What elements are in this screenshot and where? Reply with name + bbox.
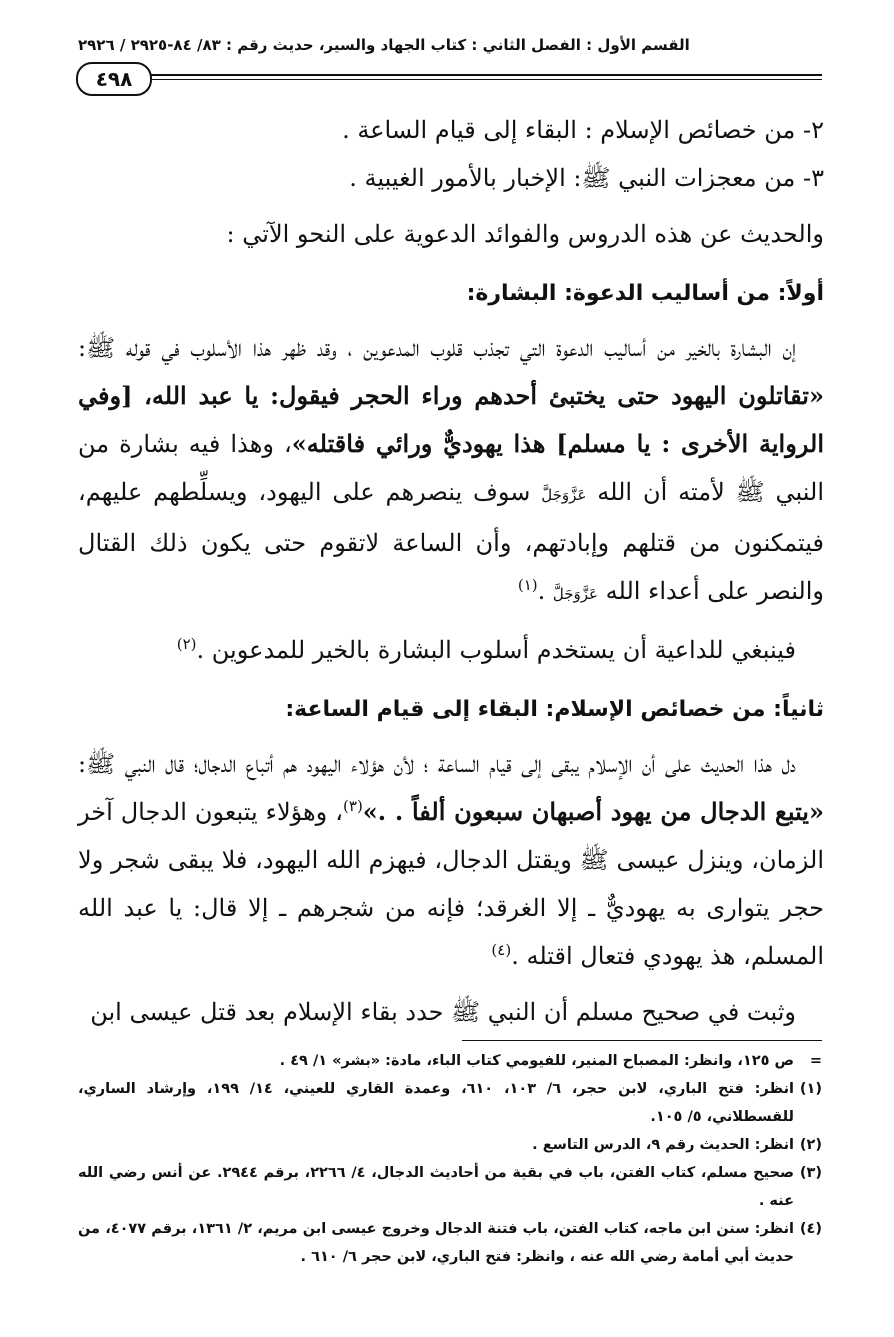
- footnote-text: انظر: سنن ابن ماجه، كتاب الفتن، باب فتنة الدجال وخروج عيسى ابن مريم، ٢/ ١٣٦١، برقم ٤٠٧٧، من حديث أبي أمامة رضي الله عنه ، وانظر: فتح الباري، لابن حجر ٦/ ٦١٠ .: [78, 1221, 794, 1265]
- footnote-text: انظر: فتح الباري، لابن حجر، ٦/ ١٠٣، ٦١٠، وعمدة القاري للعيني، ١٤/ ١٩٩، وإرشاد الساري، للقسطلاني، ٥/ ١٠٥.: [78, 1081, 794, 1125]
- paragraph-text: فينبغي للداعية أن يستخدم أسلوب البشارة بالخير للمدعوين .: [196, 636, 796, 664]
- footnote-item: [78, 1159, 822, 1215]
- header-rule: [150, 74, 822, 80]
- paragraph-islam-remains: [78, 740, 824, 980]
- footnote-item: [78, 1215, 822, 1271]
- paragraph-advice: [78, 626, 824, 674]
- footnote-ref-3: (٣): [343, 797, 363, 815]
- paragraph-text: إن البشارة بالخير من أساليب الدعوة التي تجذب قلوب المدعوين ، وقد ظهر هذا الأسلوب في قوله ﷺ:: [78, 334, 796, 362]
- footnote-mark: (٣): [799, 1165, 822, 1181]
- footnote-mark: =: [809, 1053, 822, 1069]
- footnote-item: [78, 1075, 822, 1131]
- paragraph-text: سوف ينصرهم على اليهود، ويسلِّطهم عليهم، فيتمكنون من قتلهم وإبادتهم، وأن الساعة لاتقوم حتى يكون ذلك القتال والنصر على أعداء الله: [78, 478, 824, 605]
- paragraph-text: ، وهذا فيه بشارة من النبي ﷺ لأمته أن الله: [78, 430, 824, 506]
- main-text: [78, 106, 824, 1036]
- footnote-text: ص ١٢٥، وانظر: المصباح المنير، للفيومي كتاب الباء، مادة: «بشر» ١/ ٤٩ .: [279, 1053, 794, 1069]
- list-item: ٣- من معجزات النبي ﷺ: الإخبار بالأمور الغيبية .: [349, 164, 824, 192]
- section-heading-2: ثانياً: من خصائص الإسلام: البقاء إلى قيام الساعة:: [285, 697, 824, 722]
- paragraph-text: .: [537, 577, 553, 605]
- honorific: عَزَّوَجَلَّ: [552, 585, 599, 603]
- hadith-quote: «تقاتلون اليهود حتى يختبئ أحدهم وراء الحجر فيقول: يا عبد الله، [وفي الرواية الأخرى : يا مسلم] هذا يهوديٌّ ورائي فاقتله»: [78, 381, 825, 458]
- intro-paragraph: والحديث عن هذه الدروس والفوائد الدعوية على النحو الآتي :: [226, 220, 824, 248]
- running-header: القسم الأول : الفصل الثاني : كتاب الجهاد والسير، حديث رقم : ٨٣/ ٨٤-٢٩٢٥ / ٢٩٢٦: [78, 36, 690, 54]
- paragraph-text: دل هذا الحديث على أن الإسلام يبقى إلى قيام الساعة ؛ لأن هؤلاء اليهود هم أتباع الدجال؛ قال النبي ﷺ:: [78, 750, 796, 778]
- footnotes: [78, 1040, 822, 1271]
- footnote-ref-4: (٤): [491, 941, 512, 959]
- footnote-ref-1: (١): [517, 576, 538, 594]
- footnote-text: انظر: الحديث رقم ٩، الدرس التاسع .: [532, 1137, 794, 1153]
- footnote-ref-2: (٢): [176, 635, 197, 653]
- paragraph-text: ، وهؤلاء يتبعون الدجال آخر الزمان، وينزل عيسى ﷺ ويقتل الدجال، فيهزم الله اليهود، فلا يبقى شجر ولا حجر يتوارى به يهوديٌّ ـ إلا الغرقد؛ فإنه من شجرهم ـ إلا قال: يا عبد الله المسلم، هذ يهودي فتعال اقتله .: [78, 798, 824, 970]
- honorific: عَزَّوَجَلَّ: [541, 486, 587, 504]
- section-heading-1: أولاً: من أساليب الدعوة: البشارة:: [466, 281, 824, 306]
- footnote-rule: [462, 1040, 822, 1041]
- hadith-quote: «يتبع الدجال من يهود أصبهان سبعون ألفاً . .»: [362, 797, 824, 826]
- page-number-badge: ٤٩٨: [76, 62, 152, 96]
- footnote-mark: (١): [799, 1081, 822, 1097]
- footnote-text: صحيح مسلم، كتاب الفتن، باب في بقية من أحاديث الدجال، ٤/ ٢٢٦٦، برقم ٢٩٤٤. عن أنس رضي الله عنه .: [78, 1165, 794, 1209]
- footnote-item: [78, 1047, 822, 1075]
- footnote-mark: (٢): [799, 1137, 822, 1153]
- paragraph-sahih-muslim: وثبت في صحيح مسلم أن النبي ﷺ حدد بقاء الإسلام بعد قتل عيسى ابن: [90, 998, 796, 1026]
- footnote-item: [78, 1131, 822, 1159]
- footnote-mark: (٤): [799, 1221, 822, 1237]
- paragraph-glad-tidings: [78, 324, 824, 618]
- list-item: ٢- من خصائص الإسلام : البقاء إلى قيام الساعة .: [342, 116, 824, 144]
